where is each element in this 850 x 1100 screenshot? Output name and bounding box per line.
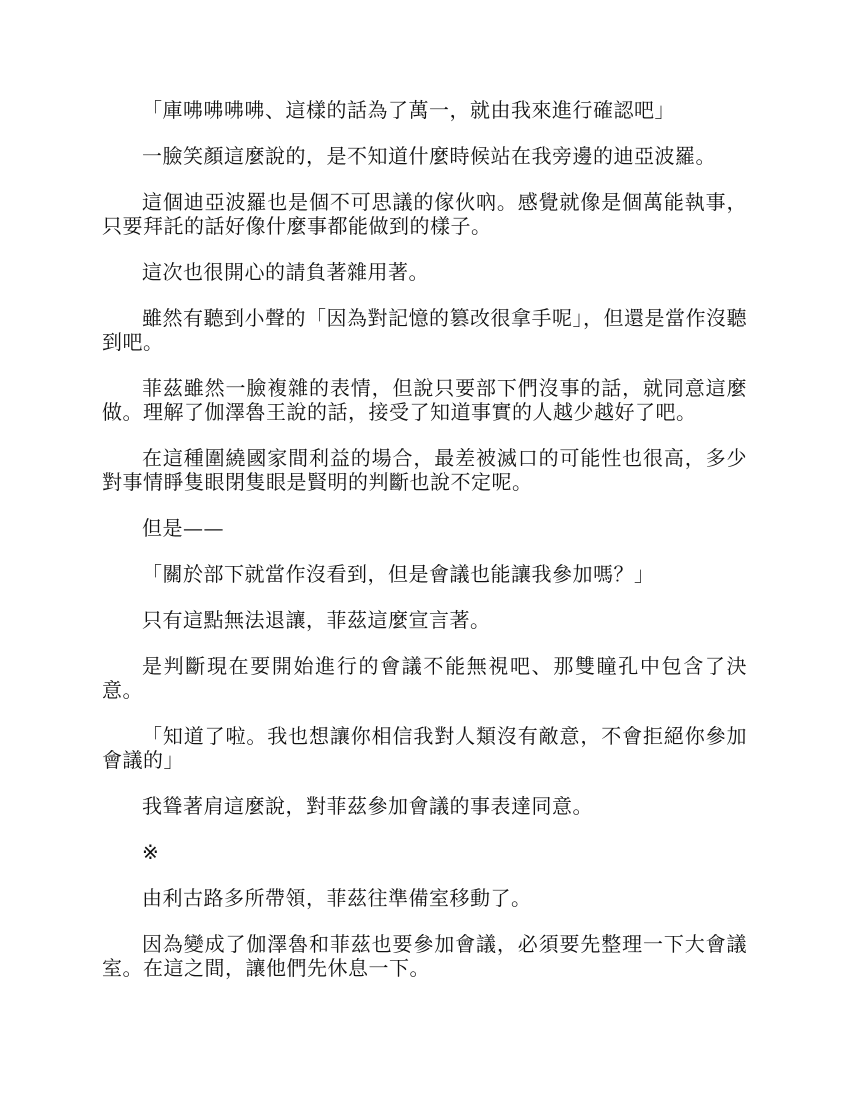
paragraph-13: 我聳著肩這麼說，對菲茲參加會議的事表達同意。 — [142, 794, 593, 818]
document-body — [102, 98, 747, 1002]
paragraph-5: 雖然有聽到小聲的「因為對記憶的篡改很拿手呢」，但還是當作沒聽到吧。 — [102, 306, 747, 354]
paragraph-11: 是判斷現在要開始進行的會議不能無視吧、那雙瞳孔中包含了決意。 — [102, 654, 747, 702]
section-break-mark: ※ — [142, 840, 160, 864]
paragraph-15: 由利古路多所帶領，菲茲往準備室移動了。 — [142, 886, 532, 910]
paragraph-3: 這個迪亞波羅也是個不可思議的傢伙吶。感覺就像是個萬能執事，只要拜託的話好像什麼事都能做到的樣子。 — [102, 190, 747, 238]
paragraph-4: 這次也很開心的請負著雜用著。 — [142, 260, 429, 284]
paragraph-12: 「知道了啦。我也想讓你相信我對人類沒有敵意，不會拒絕你參加會議的」 — [102, 724, 747, 772]
paragraph-16: 因為變成了伽澤魯和菲茲也要參加會議，必須要先整理一下大會議室。在這之間，讓他們先休息一下。 — [102, 932, 747, 980]
paragraph-9: 「關於部下就當作沒看到，但是會議也能讓我參加嗎？」 — [142, 562, 655, 586]
paragraph-10: 只有這點無法退讓，菲茲這麼宣言著。 — [142, 608, 491, 632]
paragraph-2: 一臉笑顏這麼說的，是不知道什麼時候站在我旁邊的迪亞波羅。 — [142, 144, 716, 168]
paragraph-1: 「庫咈咈咈咈、這樣的話為了萬一，就由我來進行確認吧」 — [142, 98, 675, 122]
paragraph-6: 菲茲雖然一臉複雜的表情，但說只要部下們沒事的話，就同意這麼做。理解了伽澤魯王說的話，接受了知道事實的人越少越好了吧。 — [102, 376, 747, 424]
paragraph-8: 但是—— — [142, 516, 224, 540]
paragraph-7: 在這種圍繞國家間利益的場合，最差被滅口的可能性也很高，多少對事情睜隻眼閉隻眼是賢明的判斷也說不定呢。 — [102, 446, 747, 494]
